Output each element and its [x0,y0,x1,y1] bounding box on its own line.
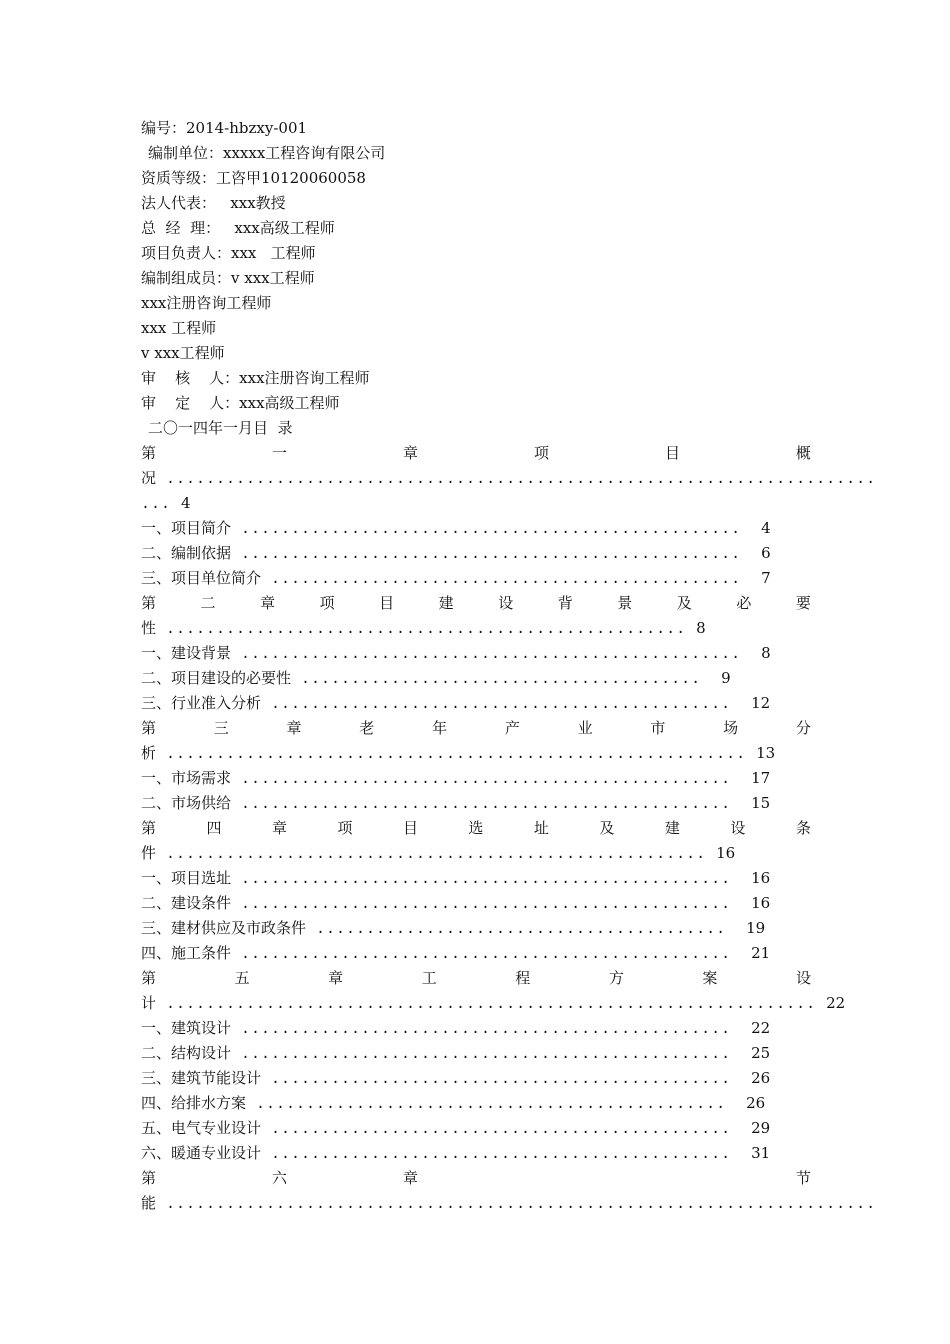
toc-char: 项 [319,594,335,612]
toc-item-label: 一、项目简介 [141,519,232,537]
toc-char: 产 [504,719,520,737]
toc-page-number: 19 [746,919,766,937]
toc-page-number: 7 [761,569,771,587]
legal-representative: 法人代表： xxx教授 [141,194,286,212]
toc-page-number: 9 [721,669,731,687]
toc-page-number: 31 [751,1144,771,1162]
toc-char: 设 [795,969,811,987]
toc-chapter-3-continuation[interactable]: 析 .......................................................... 13 [141,744,776,763]
toc-char: 条 [795,819,811,837]
toc-char: 设 [498,594,514,612]
toc-item[interactable]: 一、市场需求 ................................................. 17 [141,769,771,788]
toc-char: 方 [608,969,624,987]
team-member: xxx注册咨询工程师 [141,294,272,312]
toc-page-number: 16 [716,844,736,862]
toc-page-number: 22 [826,994,846,1012]
project-leader: 项目负责人：xxx 工程师 [141,244,316,262]
toc-item-label: 三、建筑节能设计 [141,1069,262,1087]
toc-chapter-4-heading[interactable] [141,818,811,838]
toc-char: 场 [723,719,739,737]
toc-page-number: 15 [751,794,771,812]
team-members: 编制组成员：v xxx工程师 [141,269,315,287]
toc-item-label: 四、施工条件 [141,944,232,962]
toc-page-number: 4 [761,519,771,537]
toc-char: 章 [286,719,302,737]
toc-chapter-2-continuation[interactable]: 性 .................................................... 8 [141,619,706,638]
toc-char: 性 [141,619,157,637]
toc-char: 章 [260,594,276,612]
toc-page-number: 4 [181,494,191,512]
toc-char: 址 [533,819,549,837]
toc-chapter-5-continuation[interactable]: 计 ................................................................. 22 [141,994,846,1013]
toc-chapter-1-page[interactable]: ... 4 [141,494,191,513]
toc-chapter-6-heading[interactable] [141,1168,811,1188]
toc-char: 况 [141,469,157,487]
toc-char: 选 [468,819,484,837]
toc-char: 四 [206,819,222,837]
toc-item-label: 二、市场供给 [141,794,232,812]
toc-item[interactable]: 三、建筑节能设计 .............................................. 26 [141,1069,771,1088]
team-member: v xxx工程师 [141,344,225,362]
toc-char: 年 [432,719,448,737]
toc-char: 一 [271,444,287,462]
toc-char: 项 [337,819,353,837]
toc-char: 件 [141,844,157,862]
toc-char: 项 [533,444,549,462]
document-number: 编号：2014-hbzxy-001 [141,119,308,137]
toc-char: 分 [795,719,811,737]
toc-char: 计 [141,994,157,1012]
toc-char: 六 [271,1169,287,1187]
toc-char: 第 [141,1169,157,1187]
toc-item[interactable]: 三、建材供应及市政条件 ......................................... 19 [141,919,766,938]
toc-char: 五 [234,969,250,987]
toc-chapter-6-continuation: 能 ....................................................................... [141,1194,877,1213]
team-member: xxx 工程师 [141,319,217,337]
toc-item-label: 三、建材供应及市政条件 [141,919,307,937]
toc-item-label: 二、项目建设的必要性 [141,669,292,687]
toc-char: 章 [402,1169,418,1187]
toc-item[interactable]: 六、暖通专业设计 .............................................. 31 [141,1144,771,1163]
toc-page-number: 16 [751,894,771,912]
toc-char: 市 [650,719,666,737]
toc-char: 工 [421,969,437,987]
toc-char: 章 [402,444,418,462]
toc-char: 概 [795,444,811,462]
toc-page-number: 25 [751,1044,771,1062]
toc-item[interactable]: 一、项目选址 ................................................. 16 [141,869,771,888]
toc-char: 析 [141,744,157,762]
toc-page-number: 22 [751,1019,771,1037]
toc-page-number: 21 [751,944,771,962]
qualification-grade: 资质等级：工咨甲10120060058 [141,169,366,187]
toc-char: 第 [141,819,157,837]
toc-page-number: 6 [761,544,771,562]
approver: 审 定 人：xxx高级工程师 [141,394,340,412]
toc-item-label: 二、结构设计 [141,1044,232,1062]
toc-char: 第 [141,969,157,987]
toc-page-number: 17 [751,769,771,787]
reviewer: 审 核 人：xxx注册咨询工程师 [141,369,370,387]
toc-chapter-2-heading[interactable] [141,593,811,613]
toc-item[interactable]: 二、建设条件 ................................................. 16 [141,894,771,913]
toc-char: 要 [795,594,811,612]
toc-char: 目 [402,819,418,837]
toc-char: 建 [664,819,680,837]
general-manager: 总 经 理： xxx高级工程师 [141,219,335,237]
toc-char: 及 [676,594,692,612]
compiling-unit: 编制单位：xxxxx工程咨询有限公司 [148,144,386,162]
toc-item[interactable]: 四、施工条件 ................................................. 21 [141,944,771,963]
toc-char: 设 [730,819,746,837]
toc-item-label: 二、建设条件 [141,894,232,912]
toc-chapter-1-continuation: 况 ....................................................................... [141,469,877,488]
toc-item[interactable]: 五、电气专业设计 .............................................. 29 [141,1119,771,1138]
toc-item-label: 六、暖通专业设计 [141,1144,262,1162]
toc-char: 章 [271,819,287,837]
toc-chapter-4-continuation[interactable]: 件 ...................................................... 16 [141,844,736,863]
toc-char: 三 [213,719,229,737]
toc-char: 景 [617,594,633,612]
toc-item-label: 一、建设背景 [141,644,232,662]
toc-char: 案 [702,969,718,987]
toc-char: 建 [438,594,454,612]
date-and-toc-title: 二〇一四年一月目 录 [148,419,293,437]
toc-page-number: 26 [751,1069,771,1087]
toc-chapter-5-heading[interactable] [141,968,811,988]
toc-item-label: 五、电气专业设计 [141,1119,262,1137]
toc-page-number: 8 [696,619,706,637]
toc-item[interactable]: 四、给排水方案 ............................................... 26 [141,1094,766,1113]
toc-char: 老 [359,719,375,737]
toc-char: 二 [200,594,216,612]
toc-item-label: 一、建筑设计 [141,1019,232,1037]
toc-char: 节 [795,1169,811,1187]
toc-item[interactable]: 一、项目简介 .................................................. 4 [141,519,771,538]
toc-char: 第 [141,444,157,462]
toc-char: 背 [557,594,573,612]
toc-item-label: 三、项目单位简介 [141,569,262,587]
toc-item[interactable]: 二、编制依据 .................................................. 6 [141,544,771,563]
toc-chapter-3-heading[interactable] [141,718,811,738]
toc-page-number: 26 [746,1094,766,1112]
toc-char: 第 [141,594,157,612]
toc-char: 程 [515,969,531,987]
toc-page-number: 12 [751,694,771,712]
toc-char: 目 [379,594,395,612]
toc-char: 业 [577,719,593,737]
toc-item[interactable]: 三、项目单位简介 ............................................... 7 [141,569,771,588]
toc-page-number: 8 [761,644,771,662]
toc-chapter-1-heading[interactable] [141,443,811,463]
toc-char: 第 [141,719,157,737]
toc-char: 及 [599,819,615,837]
toc-item[interactable]: 一、建筑设计 ................................................. 22 [141,1019,771,1038]
toc-item[interactable]: 三、行业准入分析 .............................................. 12 [141,694,771,713]
toc-item[interactable]: 二、项目建设的必要性 ........................................ 9 [141,669,731,688]
toc-item-label: 一、市场需求 [141,769,232,787]
toc-item-label: 三、行业准入分析 [141,694,262,712]
toc-page-number: 13 [756,744,776,762]
toc-char: 能 [141,1194,157,1212]
toc-page-number: 16 [751,869,771,887]
toc-item[interactable]: 二、市场供给 ................................................. 15 [141,794,771,813]
toc-item[interactable]: 一、建设背景 .................................................. 8 [141,644,771,663]
toc-item-label: 二、编制依据 [141,544,232,562]
toc-page-number: 29 [751,1119,771,1137]
toc-item-label: 四、给排水方案 [141,1094,247,1112]
toc-char: 必 [736,594,752,612]
toc-char: 目 [664,444,680,462]
toc-item[interactable]: 二、结构设计 ................................................. 25 [141,1044,771,1063]
toc-item-label: 一、项目选址 [141,869,232,887]
toc-char: 章 [328,969,344,987]
